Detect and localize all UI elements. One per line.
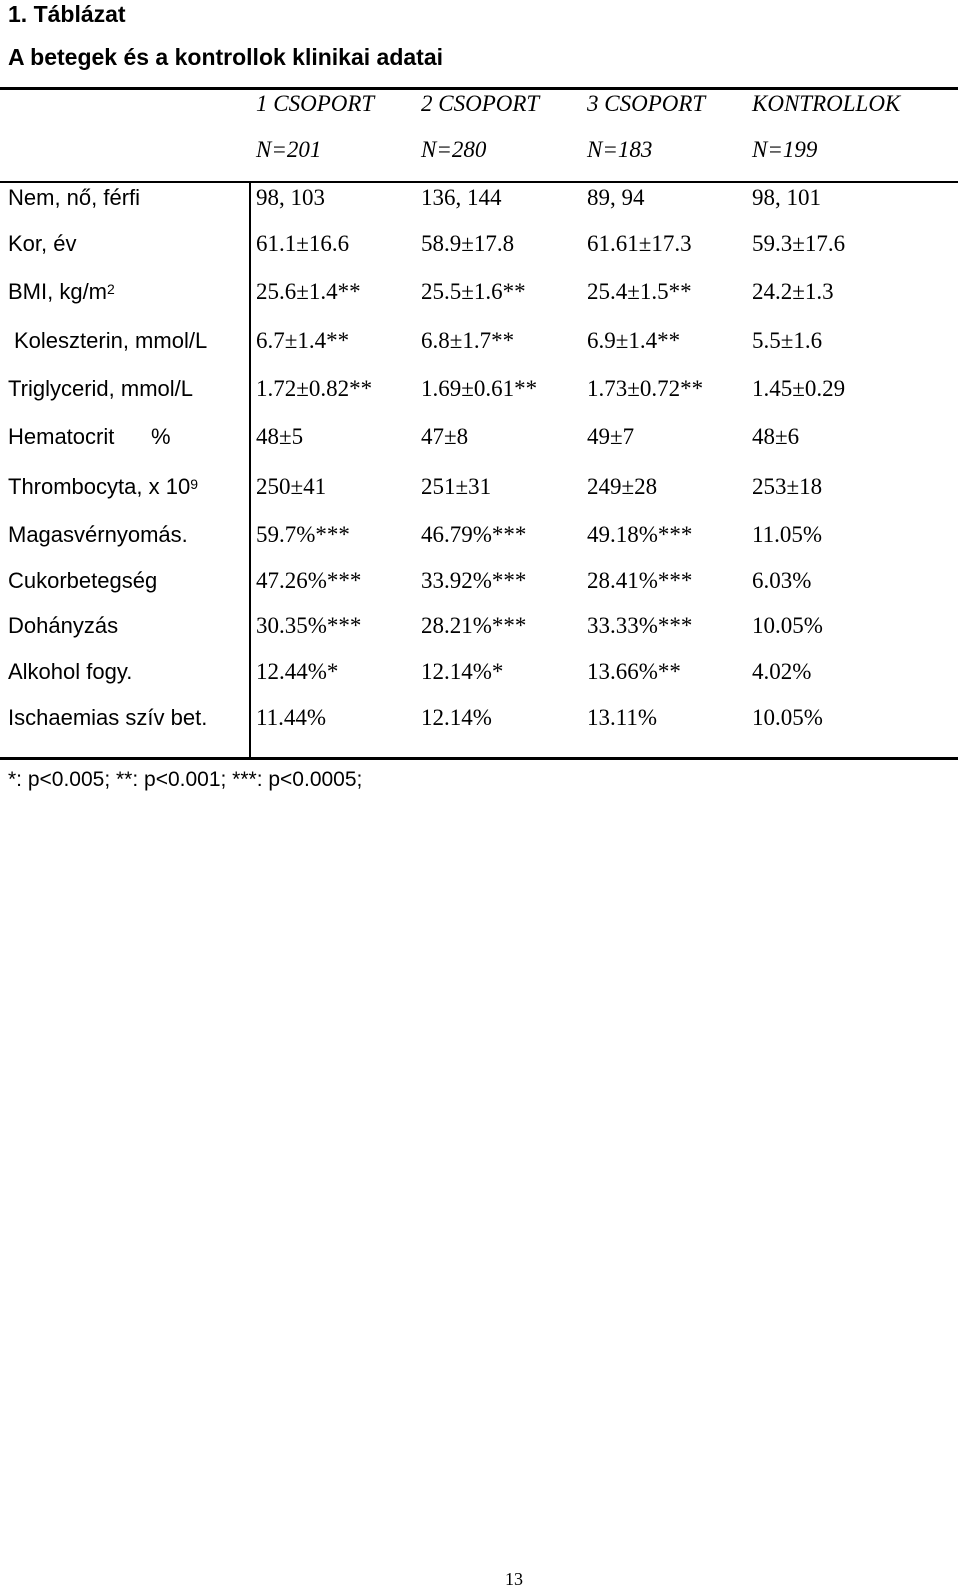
table-header-rule: [0, 181, 958, 183]
row-label: [8, 704, 207, 732]
row-label: [8, 658, 132, 686]
column-header-group: 3 CSOPORT: [587, 91, 706, 116]
row-label-text: Ischaemias szív bet.: [8, 705, 208, 730]
table-cell: 33.33%***: [587, 613, 693, 638]
table-cell: 58.9±17.8: [421, 231, 515, 256]
table-cell: 33.92%***: [421, 568, 527, 593]
table-footnote: *: p<0.005; **: p<0.001; ***: p<0.0005;: [8, 768, 363, 791]
table-cell: 25.6±1.4**: [256, 279, 361, 304]
row-label-superscript: 2: [107, 281, 115, 297]
table-title: A betegek és a kontrollok klinikai adatai: [8, 44, 444, 70]
table-cell: 6.7±1.4**: [256, 328, 350, 353]
row-label: [14, 327, 207, 355]
table-cell: 25.4±1.5**: [587, 279, 692, 304]
table-cell: 6.03%: [752, 568, 812, 593]
table-cell: 47±8: [421, 424, 469, 449]
row-label: [8, 612, 118, 640]
row-label-text: Magasvérnyomás.: [8, 522, 188, 547]
table-cell: 24.2±1.3: [752, 279, 834, 304]
row-label-text: Dohányzás: [8, 613, 119, 638]
table-cell: 48±6: [752, 424, 800, 449]
table-cell: 1.45±0.29: [752, 376, 846, 401]
table-cell: 12.14%: [421, 705, 492, 730]
row-label-text: Nem, nő, férfi: [8, 185, 141, 210]
table-cell: 11.05%: [752, 522, 823, 547]
column-header-group: 2 CSOPORT: [421, 91, 540, 116]
table-cell: 251±31: [421, 474, 492, 499]
table-number: 1. Táblázat: [8, 1, 126, 27]
column-header-n: N=199: [752, 137, 818, 162]
table-bottom-rule: [0, 757, 958, 760]
table-cell: 250±41: [256, 474, 327, 499]
table-cell: 61.61±17.3: [587, 231, 692, 256]
table-cell: 12.14%*: [421, 659, 504, 684]
table-cell: 47.26%***: [256, 568, 362, 593]
table-cell: 25.5±1.6**: [421, 279, 526, 304]
column-header-group: KONTROLLOK: [752, 91, 901, 116]
table-cell: 98, 103: [256, 185, 325, 210]
row-label: [8, 423, 171, 451]
table-cell: 28.41%***: [587, 568, 693, 593]
table-cell: 1.69±0.61**: [421, 376, 538, 401]
row-label-text: Cukorbetegség: [8, 568, 158, 593]
row-label-text: Hematocrit %: [8, 424, 171, 449]
table-cell: 13.66%**: [587, 659, 681, 684]
row-label: [8, 230, 76, 258]
table-cell: 28.21%***: [421, 613, 527, 638]
row-label-text: Kor, év: [8, 231, 77, 256]
table-cell: 136, 144: [421, 185, 502, 210]
row-label: [8, 473, 198, 501]
table-cell: 253±18: [752, 474, 823, 499]
row-label: [8, 521, 188, 549]
table-cell: 12.44%*: [256, 659, 339, 684]
row-label-superscript: 9: [190, 476, 198, 492]
row-label-text: BMI, kg/m: [8, 279, 108, 304]
column-header-n: N=201: [256, 137, 322, 162]
table-cell: 30.35%***: [256, 613, 362, 638]
table-cell: 59.3±17.6: [752, 231, 846, 256]
row-label-text: Alkohol fogy.: [8, 659, 133, 684]
table-cell: 6.9±1.4**: [587, 328, 681, 353]
table-cell: 6.8±1.7**: [421, 328, 515, 353]
table-cell: 1.72±0.82**: [256, 376, 373, 401]
row-label-text: Triglycerid, mmol/L: [8, 376, 193, 401]
table-cell: 249±28: [587, 474, 658, 499]
table-cell: 4.02%: [752, 659, 812, 684]
page-number: 13: [505, 1569, 523, 1589]
table-cell: 61.1±16.6: [256, 231, 350, 256]
row-label-text: Thrombocyta, x 10: [8, 474, 191, 499]
table-cell: 5.5±1.6: [752, 328, 823, 353]
table-cell: 1.73±0.72**: [587, 376, 704, 401]
table-cell: 49±7: [587, 424, 635, 449]
table-cell: 10.05%: [752, 705, 823, 730]
row-label: [8, 184, 140, 212]
table-cell: 10.05%: [752, 613, 823, 638]
table-label-divider: [249, 183, 251, 757]
column-header-n: N=183: [587, 137, 653, 162]
row-label: [8, 278, 115, 306]
table-cell: 48±5: [256, 424, 304, 449]
column-header-n: N=280: [421, 137, 487, 162]
table-cell: 89, 94: [587, 185, 645, 210]
column-header-group: 1 CSOPORT: [256, 91, 375, 116]
table-cell: 49.18%***: [587, 522, 693, 547]
table-cell: 11.44%: [256, 705, 327, 730]
row-label: [8, 567, 157, 595]
table-cell: 13.11%: [587, 705, 658, 730]
row-label: [8, 375, 193, 403]
table-cell: 46.79%***: [421, 522, 527, 547]
row-label-text: Koleszterin, mmol/L: [14, 328, 208, 353]
table-cell: 59.7%***: [256, 522, 350, 547]
table-cell: 98, 101: [752, 185, 821, 210]
